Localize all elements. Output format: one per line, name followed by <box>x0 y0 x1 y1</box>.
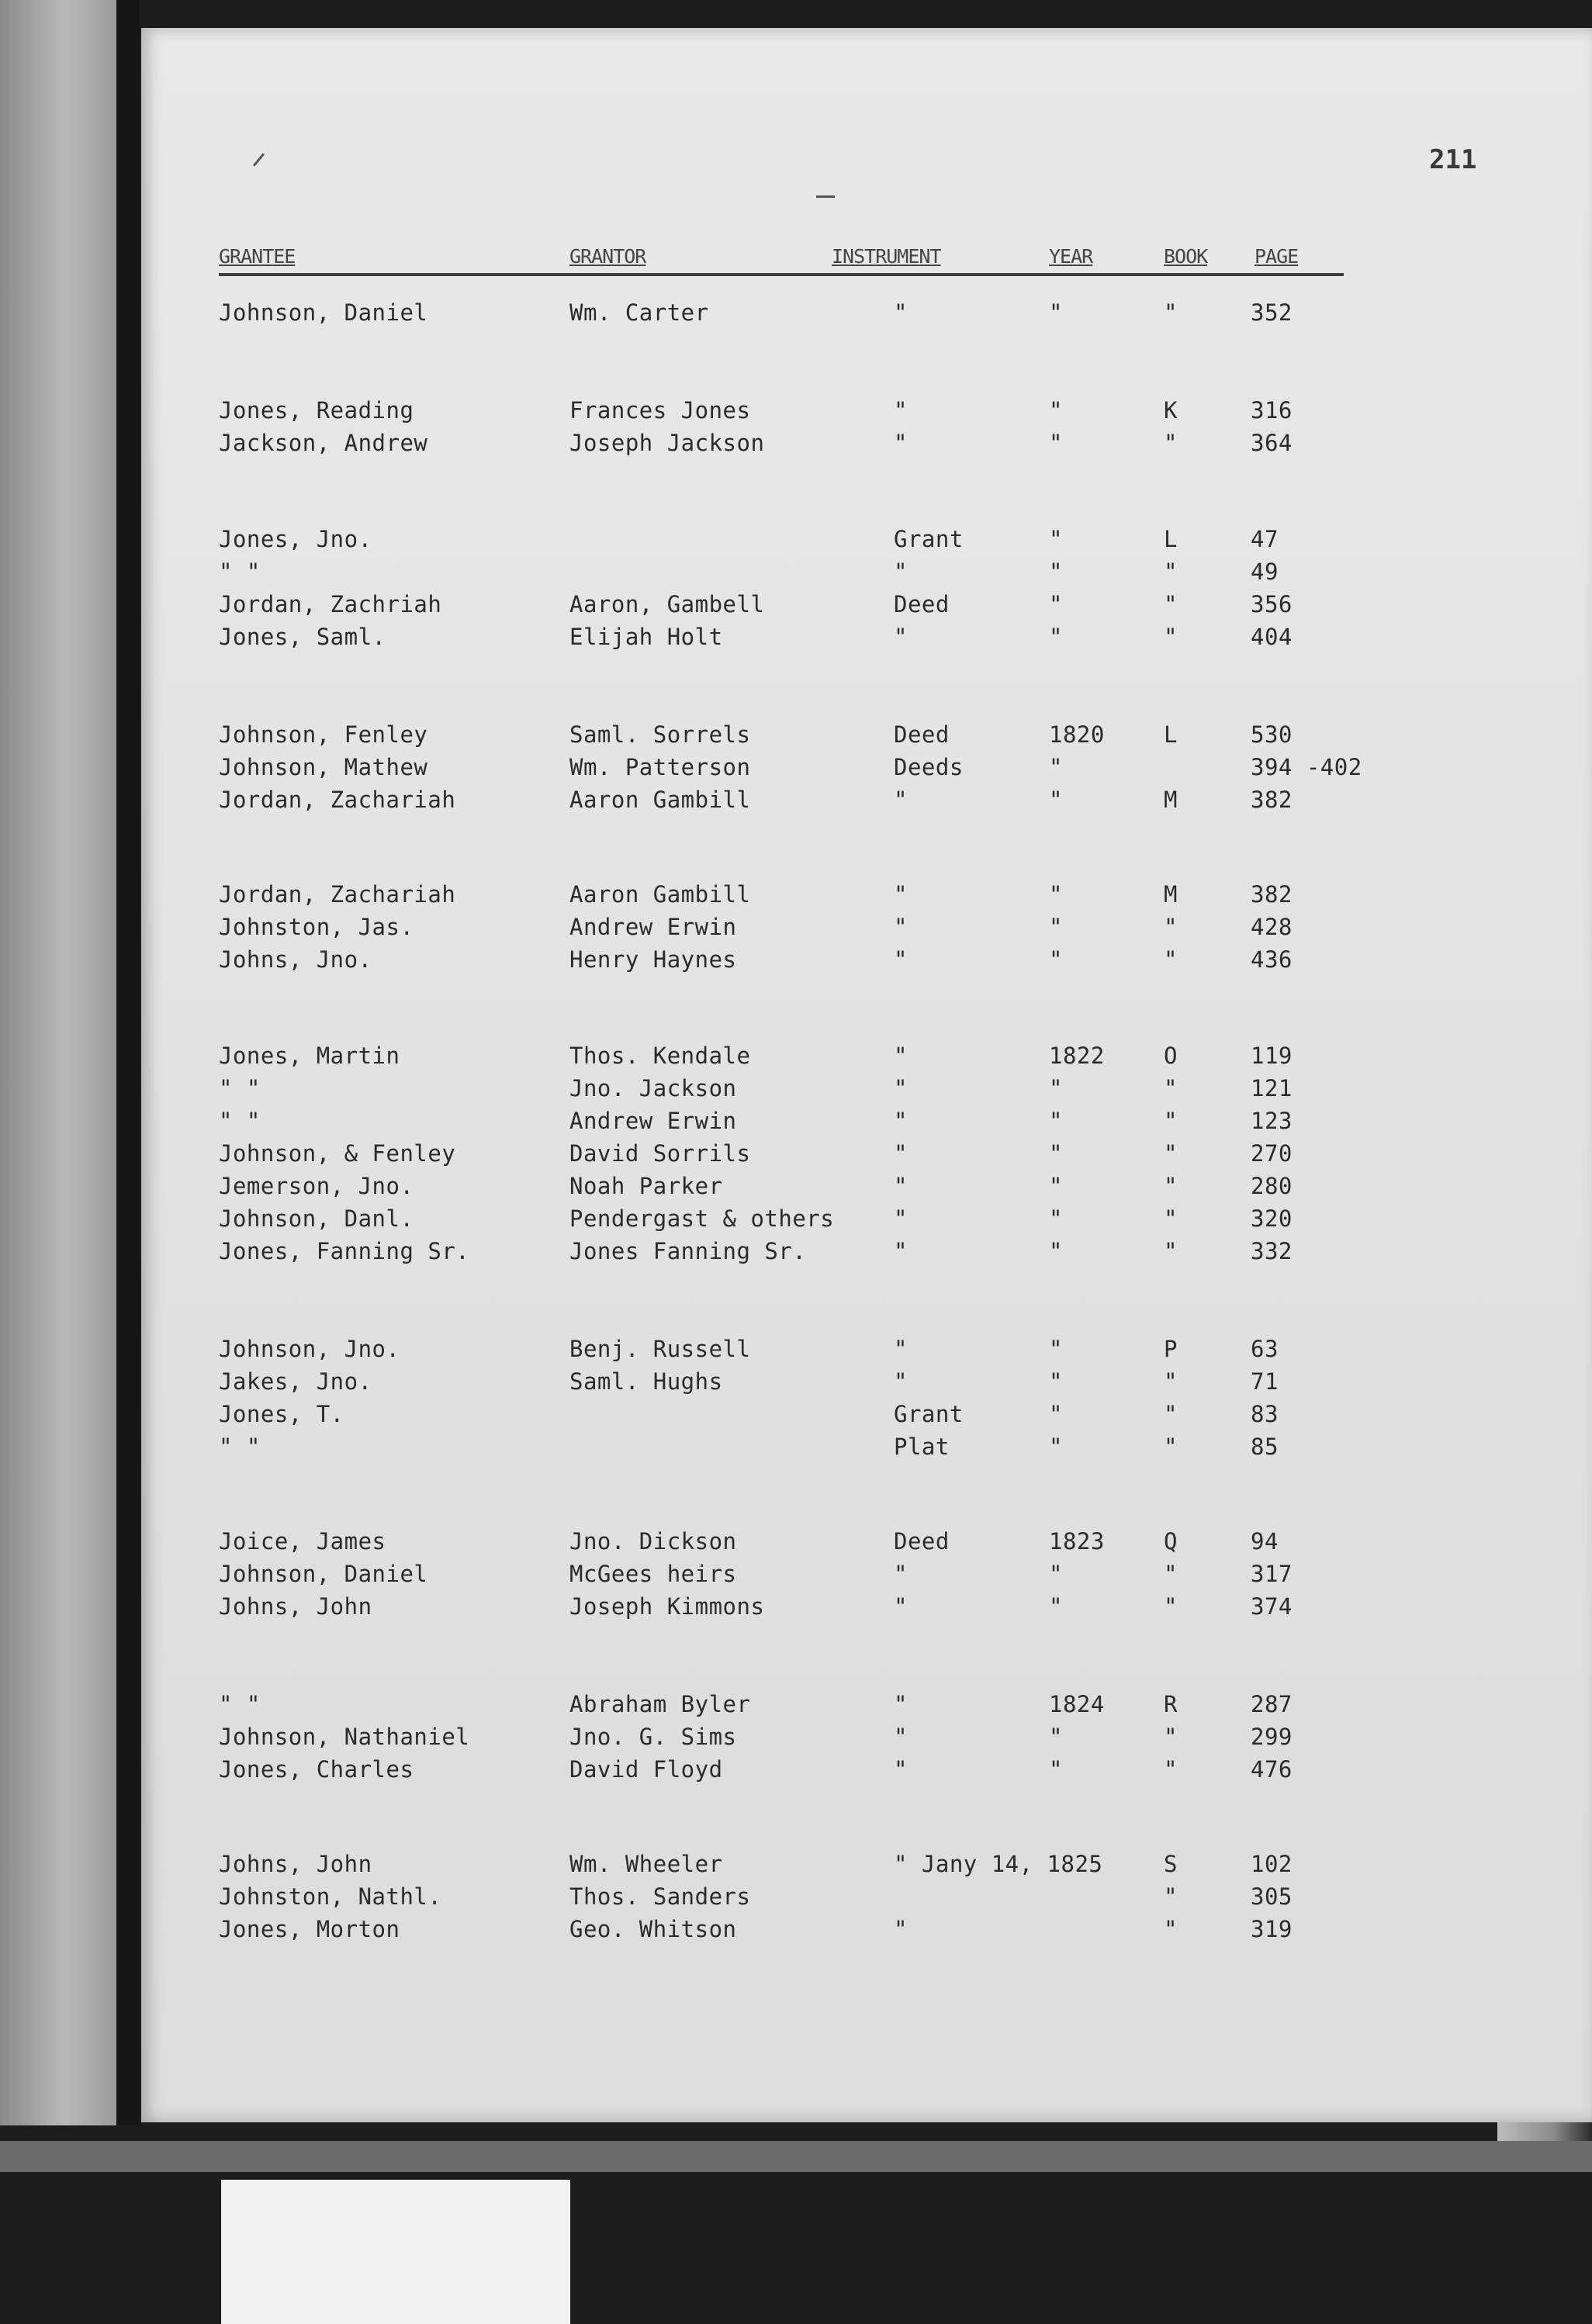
record-instrument: " <box>894 299 908 326</box>
record-year: " <box>1049 1368 1063 1395</box>
record-instrument: " <box>894 1108 908 1134</box>
record-grantor: Aaron, Gambell <box>569 591 765 617</box>
record-year: " <box>1049 881 1063 908</box>
record-grantor: Wm. Wheeler <box>569 1851 723 1877</box>
record-instrument: " <box>894 1593 908 1620</box>
record-instrument: " <box>894 1691 908 1717</box>
record-page: 63 <box>1251 1336 1279 1362</box>
record-grantor: McGees heirs <box>569 1561 737 1587</box>
record-year: " <box>1049 914 1063 940</box>
record-instrument: " <box>894 1916 908 1942</box>
record-year: " <box>1049 559 1063 585</box>
record-book: " <box>1164 624 1178 650</box>
record-row <box>141 1238 1592 1269</box>
record-grantee: Jones, Reading <box>219 397 414 424</box>
page-number: 211 <box>1429 144 1477 175</box>
record-book: O <box>1164 1043 1178 1069</box>
record-grantee: Johnston, Nathl. <box>219 1883 442 1910</box>
record-row <box>141 624 1592 655</box>
record-book: " <box>1164 946 1178 973</box>
record-instrument: " <box>894 946 908 973</box>
record-row <box>141 591 1592 622</box>
record-book: M <box>1164 787 1178 813</box>
record-instrument: Deed <box>894 721 950 748</box>
record-row <box>141 1368 1592 1399</box>
record-instrument: " <box>894 624 908 650</box>
record-row <box>141 1173 1592 1204</box>
record-book: " <box>1164 1173 1178 1199</box>
record-year: " <box>1049 1401 1063 1427</box>
record-book: " <box>1164 1368 1178 1395</box>
record-row <box>141 430 1592 461</box>
record-book: " <box>1164 1433 1178 1460</box>
record-instrument: Deeds <box>894 754 964 780</box>
record-year: " <box>1049 1173 1063 1199</box>
record-instrument: Plat <box>894 1433 950 1460</box>
record-row <box>141 1336 1592 1367</box>
record-row <box>141 946 1592 977</box>
record-instrument: Grant <box>894 526 964 552</box>
record-row <box>141 1561 1592 1592</box>
record-page: 49 <box>1251 559 1279 585</box>
record-page: 428 <box>1251 914 1293 940</box>
record-row <box>141 1108 1592 1139</box>
record-year: 1823 <box>1049 1528 1105 1555</box>
record-year: " <box>1049 299 1063 326</box>
record-grantee: Johnson, Daniel <box>219 1561 428 1587</box>
record-book: " <box>1164 1140 1178 1167</box>
record-instrument: " <box>894 787 908 813</box>
record-grantee: Jones, Martin <box>219 1043 400 1069</box>
record-row <box>141 881 1592 912</box>
record-grantee: Johnson, Fenley <box>219 721 428 748</box>
record-page: 320 <box>1251 1205 1293 1232</box>
record-row <box>141 1691 1592 1722</box>
record-page: 305 <box>1251 1883 1293 1910</box>
record-page: 270 <box>1251 1140 1293 1167</box>
record-page: 280 <box>1251 1173 1293 1199</box>
record-row <box>141 1140 1592 1171</box>
record-page: 299 <box>1251 1724 1293 1750</box>
record-year: 1822 <box>1049 1043 1105 1069</box>
record-page: 530 <box>1251 721 1293 748</box>
record-year: " <box>1049 1336 1063 1362</box>
record-grantee: Johnson, Danl. <box>219 1205 414 1232</box>
record-instrument: " <box>894 1724 908 1750</box>
record-page: 319 <box>1251 1916 1293 1942</box>
record-grantor: Jno. Jackson <box>569 1075 737 1101</box>
record-grantee: Jones, Saml. <box>219 624 386 650</box>
record-grantor: David Floyd <box>569 1756 723 1783</box>
record-page: 316 <box>1251 397 1293 424</box>
record-page: 476 <box>1251 1756 1293 1783</box>
record-grantor: Wm. Patterson <box>569 754 751 780</box>
record-page: 121 <box>1251 1075 1293 1101</box>
record-book: " <box>1164 1561 1178 1587</box>
record-year: 1824 <box>1049 1691 1105 1717</box>
record-instrument: " <box>894 1075 908 1101</box>
header-year: YEAR <box>1049 245 1093 268</box>
record-year: " <box>1049 430 1063 456</box>
record-row <box>141 1401 1592 1432</box>
record-book: R <box>1164 1691 1178 1717</box>
record-grantee: Johnson, Mathew <box>219 754 428 780</box>
record-book: " <box>1164 914 1178 940</box>
record-row <box>141 1075 1592 1106</box>
record-page: 436 <box>1251 946 1293 973</box>
record-grantee: Johnson, & Fenley <box>219 1140 456 1167</box>
record-instrument: " <box>894 1205 908 1232</box>
record-book: L <box>1164 526 1178 552</box>
record-book: " <box>1164 1401 1178 1427</box>
record-instrument: " <box>894 881 908 908</box>
record-year: " <box>1049 1075 1063 1101</box>
record-grantor: Noah Parker <box>569 1173 723 1199</box>
record-row <box>141 721 1592 752</box>
record-book: " <box>1164 1238 1178 1264</box>
record-year: 1820 <box>1049 721 1105 748</box>
record-book: " <box>1164 559 1178 585</box>
record-year: " <box>1049 946 1063 973</box>
record-row <box>141 1593 1592 1624</box>
record-book: " <box>1164 1205 1178 1232</box>
record-grantee: " " <box>219 1433 261 1460</box>
record-page: 83 <box>1251 1401 1279 1427</box>
record-row <box>141 1205 1592 1236</box>
record-instrument: " <box>894 559 908 585</box>
record-page: 404 <box>1251 624 1293 650</box>
record-row <box>141 1851 1592 1882</box>
record-year: " <box>1049 1724 1063 1750</box>
record-row <box>141 559 1592 590</box>
record-grantee: Johnston, Jas. <box>219 914 414 940</box>
record-page: 94 <box>1251 1528 1279 1555</box>
record-grantor: Pendergast & others <box>569 1205 835 1232</box>
record-grantee: Johns, Jno. <box>219 946 372 973</box>
record-instrument: Grant <box>894 1401 964 1427</box>
record-book: " <box>1164 1075 1178 1101</box>
record-row <box>141 526 1592 557</box>
record-row <box>141 397 1592 428</box>
record-grantee: Jordan, Zachariah <box>219 787 456 813</box>
record-book: " <box>1164 1724 1178 1750</box>
header-book: BOOK <box>1164 245 1208 268</box>
record-grantee: Jones, Jno. <box>219 526 372 552</box>
record-book: P <box>1164 1336 1178 1362</box>
record-page: 317 <box>1251 1561 1293 1587</box>
record-row <box>141 1433 1592 1465</box>
record-year: " <box>1049 1108 1063 1134</box>
record-grantee: Jones, Morton <box>219 1916 400 1942</box>
record-book: " <box>1164 430 1178 456</box>
record-grantee: Jemerson, Jno. <box>219 1173 414 1199</box>
record-grantor: Geo. Whitson <box>569 1916 737 1942</box>
record-page: 352 <box>1251 299 1293 326</box>
record-grantee: " " <box>219 559 261 585</box>
header-page: PAGE <box>1255 245 1299 268</box>
record-year: " <box>1049 591 1063 617</box>
record-page: 332 <box>1251 1238 1293 1264</box>
record-instrument: Deed <box>894 1528 950 1555</box>
record-year: " <box>1049 1238 1063 1264</box>
record-grantor: Frances Jones <box>569 397 751 424</box>
scanner-bed-edge <box>0 2141 1592 2172</box>
record-row <box>141 1883 1592 1914</box>
record-grantee: Johnson, Jno. <box>219 1336 400 1362</box>
record-grantee: Jones, T. <box>219 1401 344 1427</box>
record-page: 85 <box>1251 1433 1279 1460</box>
record-book: " <box>1164 1108 1178 1134</box>
record-instrument: Deed <box>894 591 950 617</box>
record-row <box>141 1043 1592 1074</box>
paper-tab <box>221 2180 570 2324</box>
record-instrument: " <box>894 1756 908 1783</box>
record-grantor: Joseph Kimmons <box>569 1593 765 1620</box>
record-page: 123 <box>1251 1108 1293 1134</box>
record-instrument: " <box>894 430 908 456</box>
record-page: 382 <box>1251 787 1293 813</box>
record-grantee: Jordan, Zachriah <box>219 591 442 617</box>
record-page: 382 <box>1251 881 1293 908</box>
record-row <box>141 1916 1592 1947</box>
record-book: Q <box>1164 1528 1178 1555</box>
record-page: 71 <box>1251 1368 1279 1395</box>
record-grantee: " " <box>219 1691 261 1717</box>
record-page: 374 <box>1251 1593 1293 1620</box>
header-instrument: INSTRUMENT <box>832 245 941 268</box>
record-grantor: Andrew Erwin <box>569 914 737 940</box>
record-grantor: Wm. Carter <box>569 299 709 326</box>
record-book: S <box>1164 1851 1178 1877</box>
record-year: " <box>1049 1756 1063 1783</box>
record-grantor: Jno. Dickson <box>569 1528 737 1555</box>
record-book: " <box>1164 1883 1178 1910</box>
record-year: " <box>1049 1140 1063 1167</box>
record-book: " <box>1164 1916 1178 1942</box>
record-grantee: Joice, James <box>219 1528 386 1555</box>
ledger-page <box>141 28 1592 2122</box>
record-page: 394 -402 <box>1251 754 1362 780</box>
book-binding <box>116 0 140 2125</box>
record-book: M <box>1164 881 1178 908</box>
record-year: " <box>1049 1433 1063 1460</box>
record-instrument: " Jany 14, 1825 <box>894 1851 1103 1877</box>
record-instrument: " <box>894 1173 908 1199</box>
record-grantee: Johns, John <box>219 1593 372 1620</box>
record-year: " <box>1049 397 1063 424</box>
record-grantee: Jones, Charles <box>219 1756 414 1783</box>
adjacent-page-edge <box>0 0 116 2125</box>
header-grantee: GRANTEE <box>219 245 296 268</box>
record-page: 287 <box>1251 1691 1293 1717</box>
record-page: 364 <box>1251 430 1293 456</box>
record-year: " <box>1049 754 1063 780</box>
record-grantee: Johnson, Nathaniel <box>219 1724 470 1750</box>
record-instrument: " <box>894 1238 908 1264</box>
record-grantor: Saml. Hughs <box>569 1368 723 1395</box>
record-grantee: Jones, Fanning Sr. <box>219 1238 470 1264</box>
record-grantor: Elijah Holt <box>569 624 723 650</box>
record-grantee: " " <box>219 1075 261 1101</box>
record-grantee: Johnson, Daniel <box>219 299 428 326</box>
record-book: K <box>1164 397 1178 424</box>
record-year: " <box>1049 1561 1063 1587</box>
record-book: " <box>1164 299 1178 326</box>
record-grantor: Saml. Sorrels <box>569 721 751 748</box>
record-row <box>141 914 1592 945</box>
record-grantor: Thos. Sanders <box>569 1883 751 1910</box>
record-grantor: Joseph Jackson <box>569 430 765 456</box>
record-instrument: " <box>894 914 908 940</box>
record-row <box>141 754 1592 785</box>
record-year: " <box>1049 787 1063 813</box>
record-grantor: Benj. Russell <box>569 1336 751 1362</box>
record-grantor: Abraham Byler <box>569 1691 751 1717</box>
record-grantor: Jno. G. Sims <box>569 1724 737 1750</box>
record-book: L <box>1164 721 1178 748</box>
record-grantor: Aaron Gambill <box>569 787 751 813</box>
record-row <box>141 299 1592 330</box>
record-grantee: Johns, John <box>219 1851 372 1877</box>
deed-records <box>141 28 1592 2122</box>
record-grantee: Jackson, Andrew <box>219 430 428 456</box>
record-page: 47 <box>1251 526 1279 552</box>
record-grantor: Henry Haynes <box>569 946 737 973</box>
record-book: " <box>1164 591 1178 617</box>
record-instrument: " <box>894 1043 908 1069</box>
record-grantee: Jakes, Jno. <box>219 1368 372 1395</box>
record-grantor: Jones Fanning Sr. <box>569 1238 807 1264</box>
record-page: 102 <box>1251 1851 1293 1877</box>
record-row <box>141 1756 1592 1787</box>
record-instrument: " <box>894 1368 908 1395</box>
record-grantor: Aaron Gambill <box>569 881 751 908</box>
record-year: " <box>1049 624 1063 650</box>
record-year: " <box>1049 526 1063 552</box>
record-year: " <box>1049 1205 1063 1232</box>
record-grantee: " " <box>219 1108 261 1134</box>
record-instrument: " <box>894 1140 908 1167</box>
record-page: 119 <box>1251 1043 1293 1069</box>
record-instrument: " <box>894 397 908 424</box>
record-grantor: David Sorrils <box>569 1140 751 1167</box>
record-year: " <box>1049 1593 1063 1620</box>
record-row <box>141 1528 1592 1559</box>
record-instrument: " <box>894 1561 908 1587</box>
record-book: " <box>1164 1593 1178 1620</box>
record-grantor: Thos. Kendale <box>569 1043 751 1069</box>
record-grantee: Jordan, Zachariah <box>219 881 456 908</box>
record-row <box>141 1724 1592 1755</box>
record-book: " <box>1164 1756 1178 1783</box>
record-page: 356 <box>1251 591 1293 617</box>
record-instrument: " <box>894 1336 908 1362</box>
header-grantor: GRANTOR <box>569 245 646 268</box>
record-grantor: Andrew Erwin <box>569 1108 737 1134</box>
record-row <box>141 787 1592 818</box>
